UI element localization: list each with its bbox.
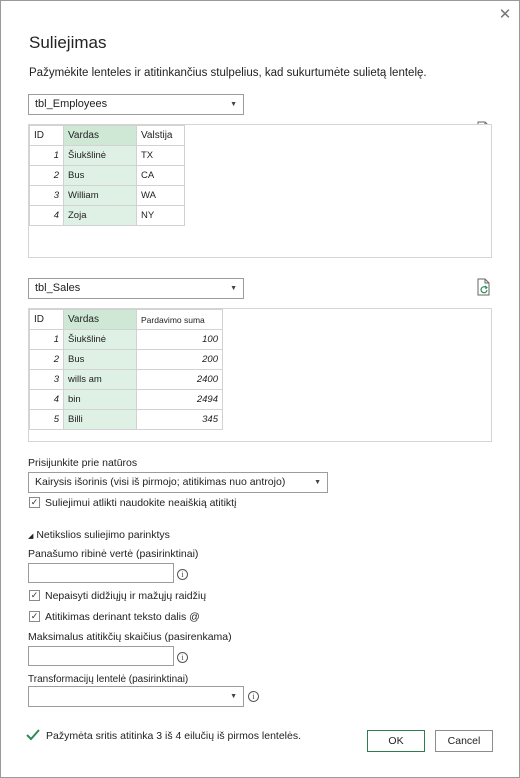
transform-table-label: Transformacijų lentelė (pasirinktinai) (28, 674, 189, 685)
dialog-title: Suliejimas (29, 33, 107, 52)
table-row: 4 bin 2494 (30, 390, 223, 410)
info-icon[interactable]: i (177, 569, 188, 580)
table2-select-value: tbl_Sales (35, 282, 81, 294)
column-header[interactable]: ID (30, 126, 64, 146)
collapse-triangle-icon: ◢ (28, 533, 34, 540)
ignore-case-label: Nepaisyti didžiųjų ir mažųjų raidžių (45, 590, 207, 602)
ignore-case-checkbox[interactable]: ✓ (30, 590, 39, 600)
column-header[interactable]: ID (30, 310, 64, 330)
chevron-down-icon: ▼ (230, 693, 237, 700)
checkmark-icon (26, 729, 40, 741)
table1-select[interactable] (28, 94, 244, 115)
dialog-instruction: Pažymėkite lenteles ir atitinkančius stulpelius, kad sukurtumėte sulietą lentelę. (29, 67, 427, 79)
table-row: 1 Šiukšlinė TX (30, 146, 185, 166)
column-header[interactable]: Valstija (137, 126, 185, 146)
column-header-selected[interactable]: Vardas (64, 126, 137, 146)
table2-preview (28, 308, 492, 442)
join-kind-select[interactable] (28, 472, 328, 493)
table2-select[interactable] (28, 278, 244, 299)
info-icon[interactable]: i (248, 691, 259, 702)
combine-parts-label: Atitikimas derinant teksto dalis @ (45, 611, 200, 623)
table-row: 1 Šiukšlinė 100 (30, 330, 223, 350)
refresh-preview-icon[interactable] (475, 278, 493, 296)
combine-parts-checkbox[interactable]: ✓ (30, 611, 39, 621)
chevron-down-icon: ▼ (314, 479, 321, 486)
fuzzy-match-checkbox[interactable]: ✓ (30, 497, 39, 507)
fuzzy-options-header: Netikslios suliejimo parinktys (36, 529, 170, 541)
table-row: 3 wills am 2400 (30, 370, 223, 390)
table1-preview (28, 124, 492, 258)
table-row: 2 Bus 200 (30, 350, 223, 370)
join-kind-label: Prisijunkite prie natūros (28, 457, 138, 469)
max-matches-input[interactable] (28, 646, 174, 666)
table1-select-value: tbl_Employees (35, 98, 108, 110)
column-header[interactable]: Pardavimo suma (137, 310, 223, 330)
max-matches-label: Maksimalus atitikčių skaičius (pasirenkama) (28, 631, 232, 643)
table-row: 3 William WA (30, 186, 185, 206)
transform-table-select[interactable] (28, 686, 244, 707)
join-kind-value: Kairysis išorinis (visi iš pirmojo; atitikimas nuo antrojo) (35, 476, 286, 488)
table-row: 2 Bus CA (30, 166, 185, 186)
table1-grid (29, 125, 185, 226)
column-header-selected[interactable]: Vardas (64, 310, 137, 330)
table-row: 5 Billi 345 (30, 410, 223, 430)
threshold-label: Panašumo ribinė vertė (pasirinktinai) (28, 548, 199, 560)
chevron-down-icon: ▼ (230, 285, 237, 292)
ok-button[interactable]: OK (367, 730, 425, 752)
fuzzy-match-label: Suliejimui atlikti naudokite neaiškią atitiktį (45, 497, 237, 509)
fuzzy-options-toggle[interactable] (28, 529, 170, 541)
info-icon[interactable]: i (177, 652, 188, 663)
table2-grid (29, 309, 223, 430)
table-row: 4 Zoja NY (30, 206, 185, 226)
status-message: Pažymėta sritis atitinka 3 iš 4 eilučių iš pirmos lentelės. (46, 730, 302, 742)
close-icon[interactable]: ✕ (498, 6, 512, 23)
chevron-down-icon: ▼ (230, 101, 237, 108)
cancel-button[interactable]: Cancel (435, 730, 493, 752)
threshold-input[interactable] (28, 563, 174, 583)
